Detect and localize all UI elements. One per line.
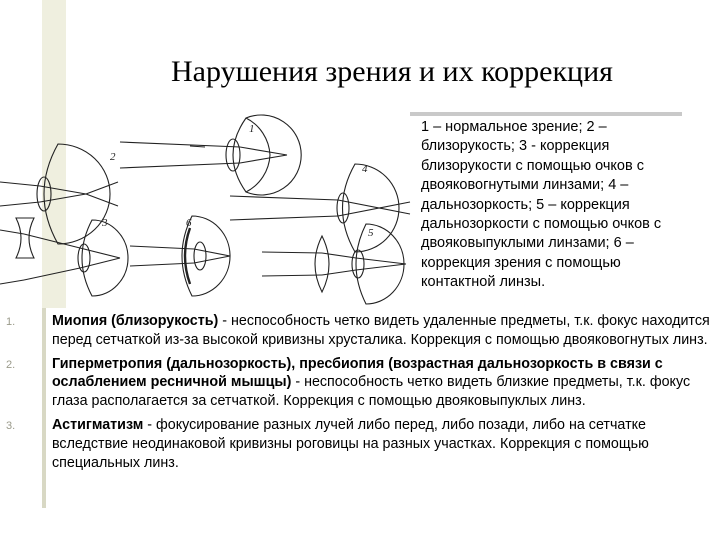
list-item-description: - неспособность четко видеть удаленные предметы, т.к. фокус находится перед сетчаткой из-за высокой кривизны хрусталика. Коррекция с помощью двояковогнутых линз. [52, 313, 710, 348]
eye-diagram-3 [0, 218, 128, 296]
figure-caption: 1 – нормальное зрение; 2 – близорукость; 3 - коррекция близорукости с помощью очков с двояковогнутыми линзами; 4 – дальнозоркость; 5 – коррекция дальнозоркости с помощью очков с двояковыпуклыми линзами; 6 – коррекция зрения с помощью контактной линзы. [421, 119, 662, 291]
list-item-hyperopia [0, 355, 720, 411]
list-item-description: - фокусирование разных лучей либо перед, либо позади, либо на сетчатке вследствие неодинаковой кривизны роговицы на разных участках. Коррекция с помощью специальных линз. [52, 416, 649, 471]
eye-diagram-5 [262, 224, 406, 304]
list-item-number: 2. [6, 358, 16, 371]
list-item-astigmatism [0, 416, 720, 472]
page-title: Нарушения зрения и их коррекция [171, 55, 613, 88]
figure-label-2: 2 [110, 151, 116, 163]
figure-label-3: 3 [102, 217, 108, 229]
list-item-term: Астигматизм [52, 416, 144, 433]
eye-diagram-1 [120, 115, 301, 195]
list-item-term: Миопия (близорукость) [52, 313, 219, 329]
decorative-underline [410, 112, 682, 116]
list-item-myopia [0, 312, 720, 350]
list-item-body [52, 355, 716, 411]
eye-diagram-2 [0, 144, 118, 244]
list-item-number: 3. [6, 419, 16, 432]
figure-label-6: 6 [186, 217, 192, 229]
list-item-body [52, 416, 716, 472]
figure-label-1: 1 [249, 123, 255, 135]
list-item-body [52, 312, 716, 350]
list-item-term: Гиперметропия (дальнозоркость), пресбиопия (возрастная дальнозоркость в связи с ослаблением ресничной мышцы) [52, 355, 663, 391]
eye-diagram-6 [130, 216, 230, 296]
eye-diagram-figure [0, 112, 414, 307]
figure-label-5: 5 [368, 227, 374, 239]
list-item-description: - неспособность четко видеть близкие предметы, т.к. фокус глаза располагается за сетчаткой. Коррекция с помощью двояковыпуклых линз. [52, 374, 691, 410]
list-item-number: 1. [6, 316, 16, 328]
figure-label-4: 4 [362, 163, 368, 175]
vision-disorders-list [0, 312, 720, 477]
eye-diagram-4 [230, 164, 410, 252]
